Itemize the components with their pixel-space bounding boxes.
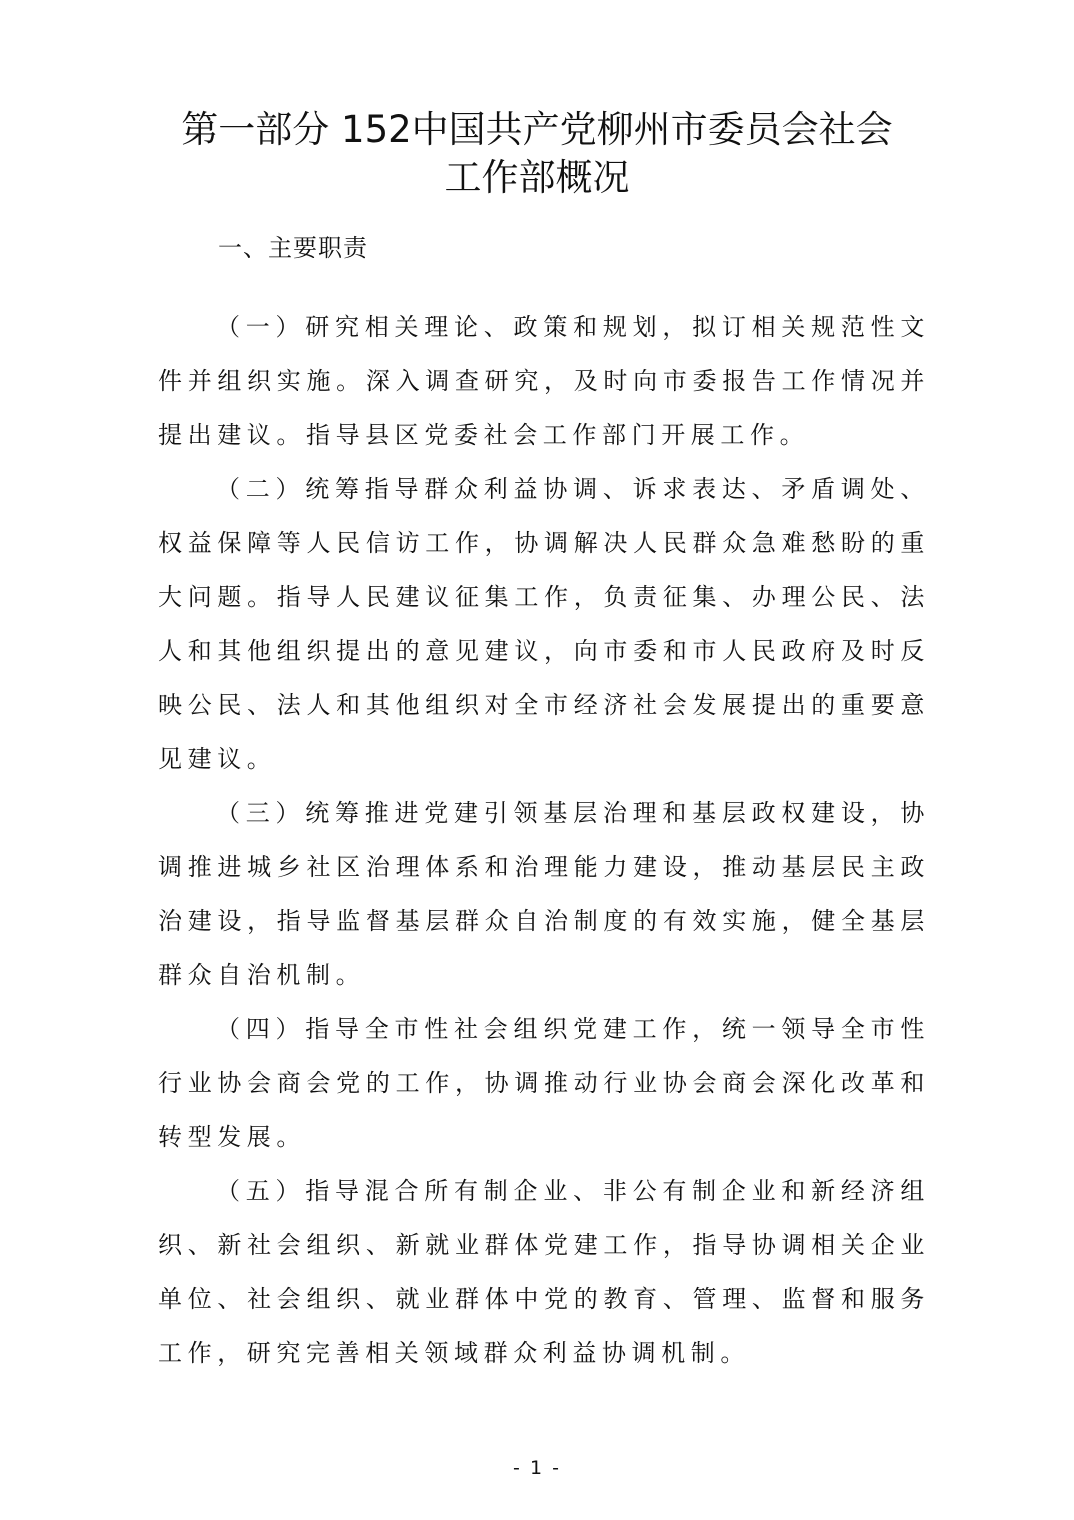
page-title (140, 106, 934, 202)
paragraph-4: （四）指导全市性社会组织党建工作，统一领导全市性行业协会商会党的工作，协调推动行业协会商会深化改革和转型发展。 (158, 1015, 930, 1151)
section-heading: 一、主要职责 (218, 234, 368, 262)
paragraph-2: （二）统筹指导群众利益协调、诉求表达、矛盾调处、权益保障等人民信访工作，协调解决人民群众急难愁盼的重大问题。指导人民建议征集工作，负责征集、办理公民、法人和其他组织提出的意见建议，向市委和市人民政府及时反映公民、法人和其他组织对全市经济社会发展提出的重要意见建议。 (158, 475, 930, 773)
page-title-line-2: 工作部概况 (444, 156, 630, 199)
paragraph-5: （五）指导混合所有制企业、非公有制企业和新经济组织、新社会组织、新就业群体党建工作，指导协调相关企业单位、社会组织、就业群体中党的教育、管理、监督和服务工作，研究完善相关领域群众利益协调机制。 (158, 1177, 930, 1367)
paragraph-3: （三）统筹推进党建引领基层治理和基层政权建设，协调推进城乡社区治理体系和治理能力建设，推动基层民主政治建设，指导监督基层群众自治制度的有效实施，健全基层群众自治机制。 (158, 799, 930, 989)
page-number: - 1 - (513, 1457, 561, 1479)
document-body (158, 300, 930, 1380)
page-title-line-1: 第一部分 152中国共产党柳州市委员会社会 (181, 108, 893, 151)
paragraph-1: （一）研究相关理论、政策和规划，拟订相关规范性文件并组织实施。深入调查研究，及时向市委报告工作情况并提出建议。指导县区党委社会工作部门开展工作。 (158, 313, 930, 449)
